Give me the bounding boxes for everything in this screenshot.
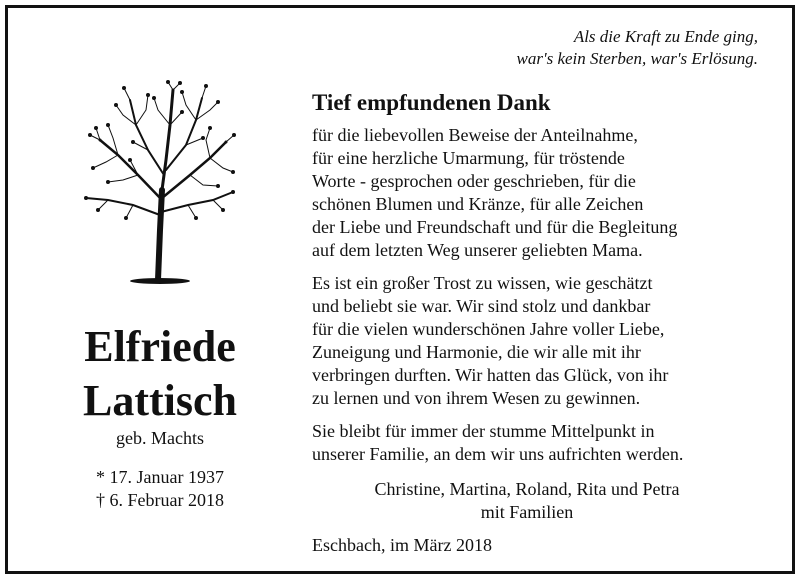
text-line: für die liebevollen Beweise der Anteilnahme, [312, 125, 638, 145]
text-line: Sie bleibt für immer der stumme Mittelpunkt in [312, 421, 655, 441]
birth-date: * 17. Januar 1937 [96, 467, 224, 487]
thanks-paragraph [312, 272, 742, 410]
thanks-section [312, 88, 742, 466]
text-line: zu lernen und von ihrem Wesen zu gewinnen. [312, 388, 641, 408]
birth-name: geb. Machts [116, 428, 204, 448]
tree-icon [78, 80, 238, 285]
text-line: verbringen durften. Wir hatten das Glück, von ihr [312, 365, 669, 385]
text-line: Zuneigung und Harmonie, die wir alle mit ihr [312, 342, 641, 362]
signers [312, 478, 742, 524]
motto-line: Als die Kraft zu Ende ging, [573, 27, 758, 46]
motto [517, 26, 759, 70]
text-line: schönen Blumen und Kränze, für alle Zeichen [312, 194, 644, 214]
thanks-paragraph [312, 124, 742, 262]
signers-names: Christine, Martina, Roland, Rita und Petra [374, 479, 680, 499]
life-dates [40, 466, 280, 512]
thanks-paragraph [312, 420, 742, 466]
text-line: der Liebe und Freundschaft und für die Begleitung [312, 217, 678, 237]
text-line: Worte - gesprochen oder geschrieben, für die [312, 171, 636, 191]
motto-line: war's kein Sterben, war's Erlösung. [516, 49, 758, 68]
place-date: Eschbach, im März 2018 [312, 535, 492, 555]
text-line: und beliebt sie war. Wir sind stolz und dankbar [312, 296, 651, 316]
thanks-headline: Tief empfundenen Dank [312, 90, 551, 115]
last-name: Lattisch [83, 376, 237, 425]
text-line: unserer Familie, an dem wir uns aufrichten werden. [312, 444, 684, 464]
death-date: † 6. Februar 2018 [96, 490, 224, 510]
text-line: für eine herzliche Umarmung, für tröstende [312, 148, 625, 168]
text-line: für die vielen wunderschönen Jahre voller Liebe, [312, 319, 665, 339]
text-line: Es ist ein großer Trost zu wissen, wie geschätzt [312, 273, 653, 293]
signers-families: mit Familien [480, 502, 574, 522]
first-name: Elfriede [84, 322, 236, 371]
text-line: auf dem letzten Weg unserer geliebten Mama. [312, 240, 643, 260]
